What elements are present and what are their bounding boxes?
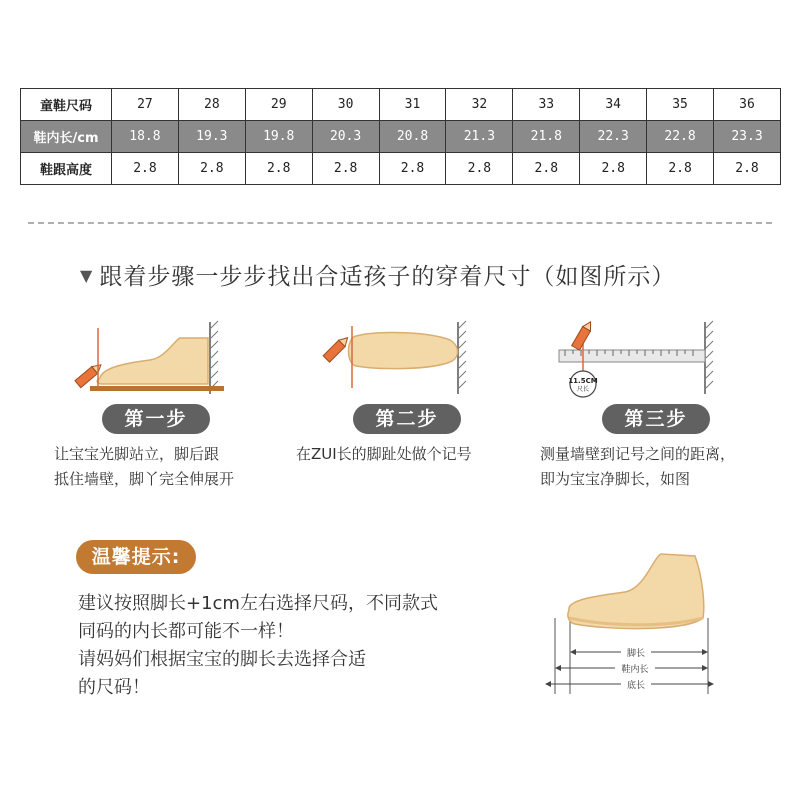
inner-length-row [21,121,781,153]
size-cell: 32 [446,89,513,121]
wall-icon [705,321,713,394]
step1-foot-illustration [70,318,230,398]
pencil-icon [323,335,351,363]
measurement-value: 11.5CM [568,377,598,385]
step1-description [54,442,234,492]
size-table [20,88,781,185]
heel-height-cell: 2.8 [312,153,379,185]
inner-length-cell: 20.8 [379,121,446,153]
wall-icon [458,321,466,394]
tip-line: 的尺码！ [78,677,150,698]
inner-length-cell: 18.8 [112,121,179,153]
tip-line: 请妈妈们根据宝宝的脚长去选择合适 [78,649,366,670]
row-label: 童鞋尺码 [21,89,112,121]
heel-height-cell: 2.8 [178,153,245,185]
heel-height-cell: 2.8 [112,153,179,185]
dashed-divider [28,222,772,224]
description-line: 在ZUI长的脚趾处做个记号 [296,445,472,463]
description-line: 测量墙壁到记号之间的距离， [540,445,736,463]
triangle-bullet-icon: ▼ [80,266,94,285]
inner-length-cell: 19.8 [245,121,312,153]
measurement-unit: 尺长 [576,386,590,393]
heel-height-cell: 2.8 [513,153,580,185]
description-line: 让宝宝光脚站立，脚后跟 [54,445,220,463]
inner-length-cell: 21.8 [513,121,580,153]
size-cell: 30 [312,89,379,121]
size-cell: 28 [178,89,245,121]
foot-side-icon [568,554,704,629]
inner-length-cell: 19.3 [178,121,245,153]
size-cell: 33 [513,89,580,121]
description-line: 抵住墙壁，脚丫完全伸展开 [54,470,235,488]
row-label: 鞋跟高度 [21,153,112,185]
foot-measurement-diagram [545,548,725,698]
step1-pill: 第一步 [102,404,210,434]
tip-text [78,590,438,702]
description-line: 即为宝宝净脚长，如图 [540,470,691,488]
heel-height-cell: 2.8 [714,153,781,185]
foot-length-label: 脚长 [626,649,646,659]
floor-strip [90,386,224,391]
size-cell: 31 [379,89,446,121]
step2-pill: 第二步 [353,404,461,434]
step3-pill: 第三步 [602,404,710,434]
size-cell: 35 [647,89,714,121]
size-cell: 34 [580,89,647,121]
size-row [21,89,781,121]
heel-height-cell: 2.8 [245,153,312,185]
sole-length-label: 底长 [626,681,646,691]
ruler-icon [559,350,705,362]
wall-icon [210,321,218,394]
tip-badge: 温馨提示: [76,540,196,574]
step3-description [540,442,735,492]
tip-line: 同码的内长都可能不一样！ [78,621,294,642]
section-title [80,258,675,291]
size-cell: 29 [245,89,312,121]
heel-height-cell: 2.8 [580,153,647,185]
inner-length-cell: 20.3 [312,121,379,153]
inner-length-label: 鞋内长 [621,665,649,675]
step2-description [296,442,472,467]
section-title-text: 跟着步骤一步步找出合适孩子的穿着尺寸（如图所示） [99,264,676,290]
inner-length-cell: 21.3 [446,121,513,153]
heel-height-cell: 2.8 [379,153,446,185]
heel-height-row [21,153,781,185]
heel-height-cell: 2.8 [446,153,513,185]
inner-length-cell: 23.3 [714,121,781,153]
size-cell: 36 [714,89,781,121]
step2-foot-illustration [320,318,480,398]
size-cell: 27 [112,89,179,121]
step3-ruler-illustration [553,318,723,398]
tip-line: 建议按照脚长+1cm左右选择尺码，不同款式 [78,593,438,614]
row-label: 鞋内长/cm [21,121,112,153]
heel-height-cell: 2.8 [647,153,714,185]
foot-icon [97,338,208,384]
inner-length-cell: 22.3 [580,121,647,153]
foot-top-view-icon [349,333,458,369]
inner-length-cell: 22.8 [647,121,714,153]
